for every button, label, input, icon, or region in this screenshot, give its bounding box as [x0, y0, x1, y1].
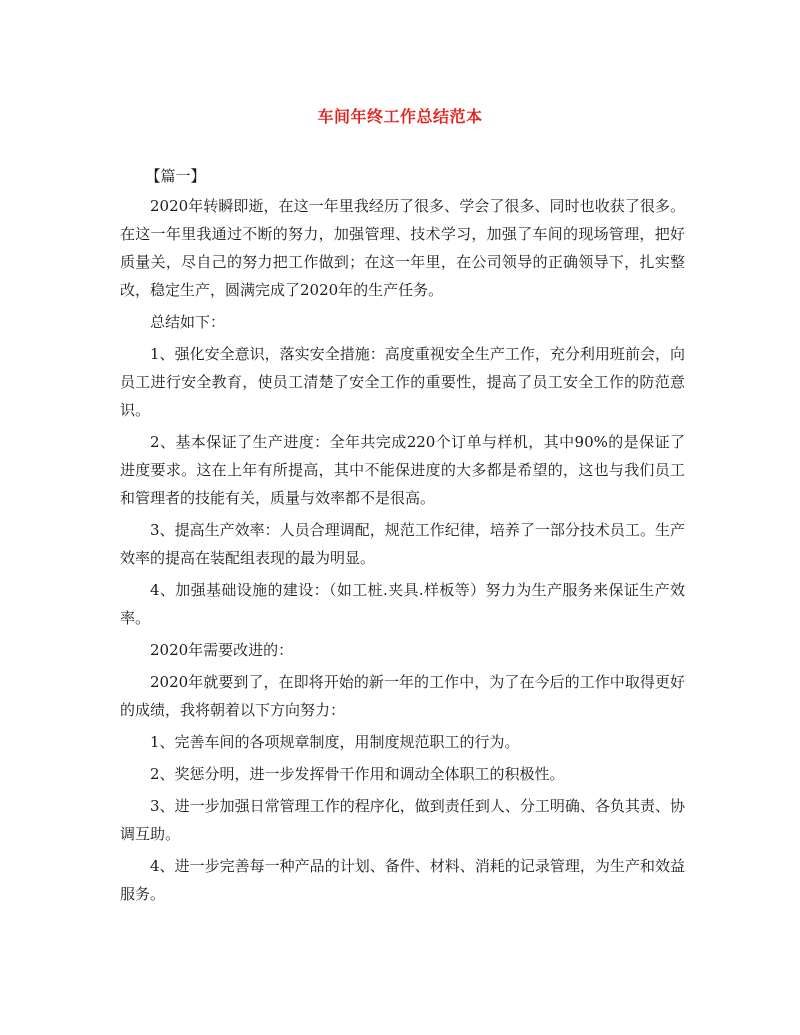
paragraph-item-efficiency: 3、提高生产效率：人员合理调配，规范工作纪律，培养了一部分技术员工。生产效率的提高在装配组表现的最为明显。 — [120, 521, 685, 567]
document-body — [120, 162, 685, 912]
paragraph-item-infrastructure: 4、加强基础设施的建设：（如工桩.夹具.样板等）努力为生产服务来保证生产效率。 — [120, 581, 685, 627]
paragraph-intro: 2020年转瞬即逝，在这一年里我经历了很多、学会了很多、同时也收获了很多。在这一年里我通过不断的努力，加强管理、技术学习，加强了车间的现场管理，把好质量关，尽自己的努力把工作做到；在这一年里，在公司领导的正确领导下，扎实整改，稳定生产，圆满完成了2020年的生产任务。 — [120, 197, 685, 299]
paragraph-item-progress: 2、基本保证了生产进度：全年共完成220个订单与样机，其中90%的是保证了进度要求。这在上年有所提高，其中不能保进度的大多都是希望的，这也与我们员工和管理者的技能有关，质量与效率都不是很高。 — [120, 433, 685, 507]
paragraph-improvement-intro: 2020年就要到了，在即将开始的新一年的工作中，为了在今后的工作中取得更好的成绩，我将朝着以下方向努力： — [120, 673, 685, 719]
paragraph-summary-heading: 总结如下： — [150, 313, 226, 331]
paragraph-item-safety: 1、强化安全意识，落实安全措施：高度重视安全生产工作，充分利用班前会，向员工进行安全教育，使员工清楚了安全工作的重要性，提高了员工安全工作的防范意识。 — [120, 345, 685, 419]
paragraph-plan-records: 4、进一步完善每一种产品的计划、备件、材料、消耗的记录管理，为生产和效益服务。 — [120, 857, 685, 903]
paragraph-plan-rewards: 2、奖惩分明，进一步发挥骨干作用和调动全体职工的积极性。 — [150, 765, 565, 783]
paragraph-plan-management: 3、进一步加强日常管理工作的程序化，做到责任到人、分工明确、各负其责、协调互助。 — [120, 797, 685, 843]
document-title: 车间年终工作总结范本 — [317, 107, 483, 126]
paragraph-plan-rules: 1、完善车间的各项规章制度，用制度规范职工的行为。 — [150, 733, 520, 751]
paragraph-improvement-heading: 2020年需要改进的： — [150, 641, 294, 659]
section-label: 【篇一】 — [145, 167, 206, 185]
